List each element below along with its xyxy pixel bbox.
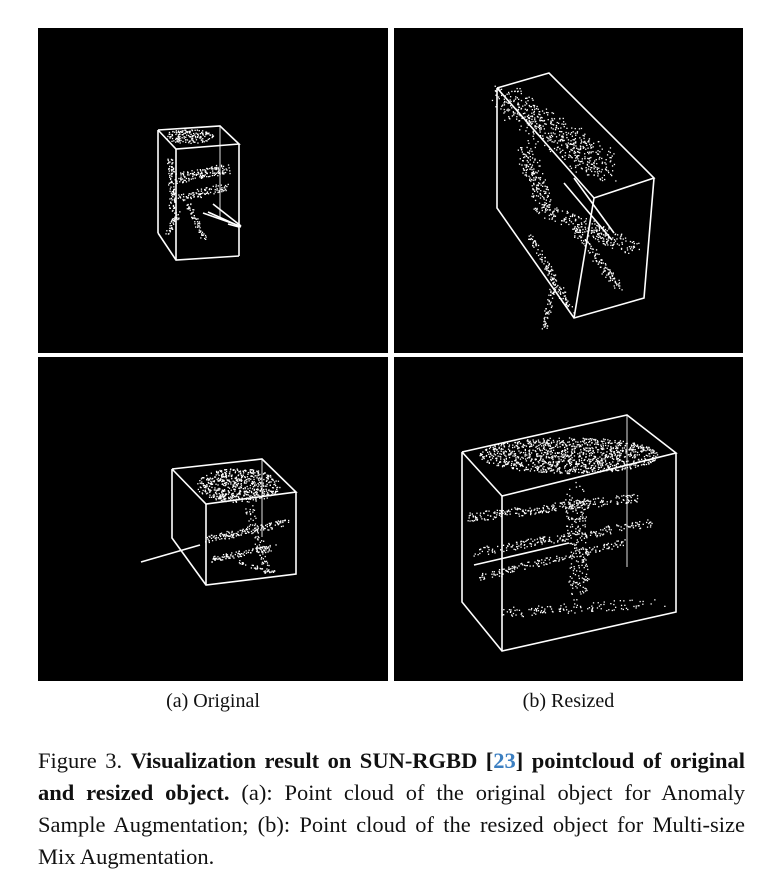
panel-resized-chair (394, 28, 743, 353)
bounding-box (497, 73, 654, 318)
pointcloud-original-chair (38, 28, 388, 353)
point-cloud (197, 468, 289, 574)
panel-original-toilet (38, 357, 388, 681)
bounding-box (158, 126, 241, 260)
pointcloud-resized-chair (394, 28, 743, 353)
subcaption-original: (a) Original (166, 690, 260, 712)
figure-caption (38, 745, 745, 873)
panel-original-chair (38, 28, 388, 353)
caption-bold-pre: Visualization result on SUN-RGBD [ (130, 748, 494, 773)
point-cloud (468, 437, 666, 617)
subcaption-resized: (b) Resized (522, 690, 615, 712)
figure-grid (38, 28, 743, 681)
citation-link[interactable]: 23 (493, 748, 516, 773)
caption-body: (a): Point cloud of the original object for Anomaly Sample Augmentation; (b): Point cloud of the resized object for Multi-size Mix Augmentation. (38, 780, 746, 869)
caption-bold-post: ] pointcloud of original and resized object. (38, 748, 746, 805)
caption-label: Figure 3. (38, 748, 123, 773)
point-cloud (492, 86, 640, 330)
pointcloud-resized-toilet (394, 357, 743, 681)
pointcloud-original-toilet (38, 357, 388, 681)
panel-resized-toilet (394, 357, 743, 681)
